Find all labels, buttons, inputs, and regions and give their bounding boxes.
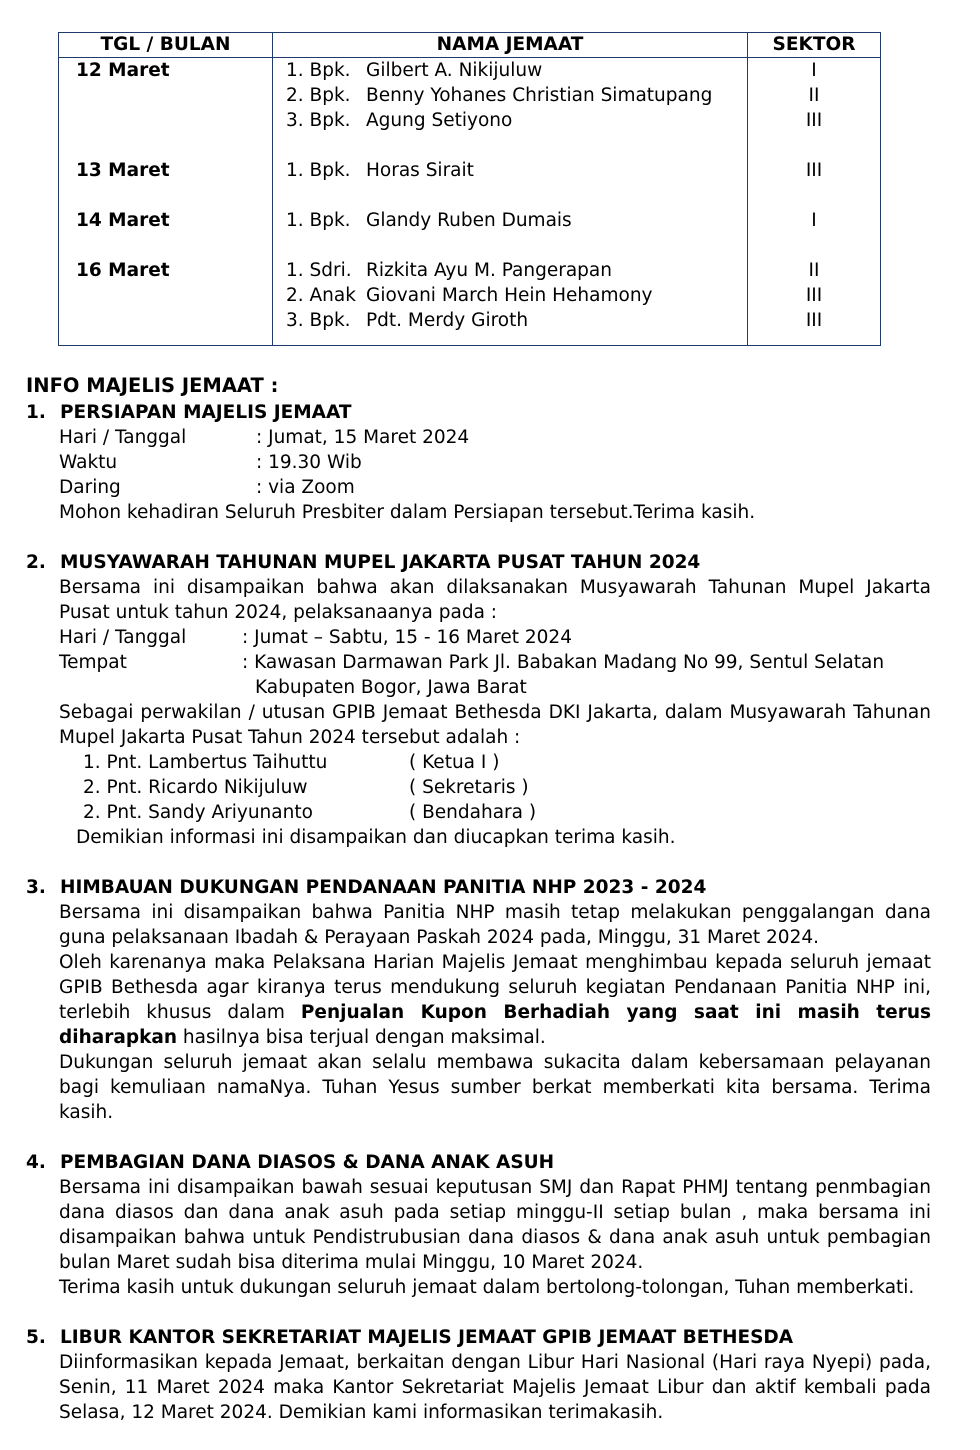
member-entry: 1. Bpk. Glandy Ruben Dumais (286, 210, 572, 231)
member-entry: 3. Bpk. Agung Setiyono (286, 110, 513, 131)
info-item-4 (26, 1150, 931, 1300)
sektor-value: III (805, 110, 823, 131)
sektor-value: I (811, 60, 817, 81)
date-column (59, 58, 273, 346)
sektor-column (748, 58, 881, 346)
item-heading: 2. MUSYAWARAH TAHUNAN MUPEL JAKARTA PUSAT TAHUN 2024 (26, 552, 701, 573)
detail-row: Daring : via Zoom (59, 477, 355, 498)
paragraph: Terima kasih untuk dukungan seluruh jemaat dalam bertolong-tolongan, Tuhan memberkati. (59, 1277, 915, 1298)
header-date: TGL / BULAN (59, 33, 273, 58)
member-entry: 1. Bpk. Horas Sirait (286, 160, 474, 181)
item-heading: 1. PERSIAPAN MAJELIS JEMAAT (26, 402, 352, 423)
birthday-table (58, 32, 881, 346)
date-16-maret: 16 Maret (76, 260, 170, 281)
date-13-maret: 13 Maret (76, 160, 170, 181)
paragraph: Diinformasikan kepada Jemaat, berkaitan dengan Libur Hari Nasional (Hari raya Nyepi) pada, Senin, 11 Maret 2024 maka Kantor Sekretariat Majelis Jemaat Libur dan aktif kembali pada Selasa, 12 Maret 2024. Demikian kami informasikan terimakasih. (59, 1352, 931, 1423)
table-row (59, 58, 881, 346)
member-entry: 3. Bpk. Pdt. Merdy Giroth (286, 310, 529, 331)
member-entry: 2. Anak Giovani March Hein Hehamony (286, 285, 653, 306)
paragraph: Bersama ini disampaikan bahwa akan dilaksanakan Musyawarah Tahunan Mupel Jakarta Pusat untuk tahun 2024, pelaksanaanya pada : (59, 577, 931, 623)
paragraph: Oleh karenanya maka Pelaksana Harian Majelis Jemaat menghimbau kepada seluruh jemaat GPIB Bethesda agar kiranya terus mendukung seluruh kegiatan Pendanaan Panitia NHP ini, terlebih khusus dalam Penjualan Kupon Berhadiah yang saat ini masih terus diharapkan hasilnya bisa terjual dengan maksimal. (59, 952, 931, 1048)
info-item-3 (26, 875, 931, 1125)
sektor-value: II (808, 260, 820, 281)
sektor-value: I (811, 210, 817, 231)
info-item-5 (26, 1325, 931, 1425)
header-name: NAMA JEMAAT (273, 33, 748, 58)
delegate-row: 2. Pnt. Sandy Ariyunanto ( Bendahara ) (83, 802, 537, 823)
paragraph: Bersama ini disampaikan bawah sesuai keputusan SMJ dan Rapat PHMJ tentang penmbagian dana diasos dan dana anak asuh pada setiap minggu-II setiap bulan , maka bersama ini disampaikan bahwa untuk Pendistrubusian dana diasos & dana anak asuh untuk pembagian bulan Maret sudah bisa diterima mulai Minggu, 10 Maret 2024. (59, 1177, 931, 1273)
item-heading: 4. PEMBAGIAN DANA DIASOS & DANA ANAK ASUH (26, 1152, 555, 1173)
delegate-row: 2. Pnt. Ricardo Nikijuluw ( Sekretaris ) (83, 777, 529, 798)
detail-row: Waktu : 19.30 Wib (59, 452, 362, 473)
member-entry: 2. Bpk. Benny Yohanes Christian Simatupang (286, 85, 713, 106)
sektor-value: III (805, 310, 823, 331)
table-header-row (59, 33, 881, 58)
sektor-value: III (805, 160, 823, 181)
header-sektor: SEKTOR (748, 33, 881, 58)
item-heading: 5. LIBUR KANTOR SEKRETARIAT MAJELIS JEMAAT GPIB JEMAAT BETHESDA (26, 1327, 794, 1348)
sektor-value: II (808, 85, 820, 106)
name-column (273, 58, 748, 346)
member-entry: 1. Sdri. Rizkita Ayu M. Pangerapan (286, 260, 612, 281)
delegate-row: 1. Pnt. Lambertus Taihuttu ( Ketua I ) (83, 752, 500, 773)
info-item-1 (26, 400, 931, 525)
member-entry: 1. Bpk. Gilbert A. Nikijuluw (286, 60, 543, 81)
sektor-value: III (805, 285, 823, 306)
detail-row: Hari / Tanggal : Jumat, 15 Maret 2024 (59, 427, 470, 448)
detail-row: Tempat : Kawasan Darmawan Park Jl. Babakan Madang No 99, Sentul Selatan (59, 652, 885, 673)
date-12-maret: 12 Maret (76, 60, 170, 81)
item-heading: 3. HIMBAUAN DUKUNGAN PENDANAAN PANITIA NHP 2023 - 2024 (26, 877, 707, 898)
paragraph: Mohon kehadiran Seluruh Presbiter dalam Persiapan tersebut.Terima kasih. (59, 502, 756, 523)
info-title: INFO MAJELIS JEMAAT : (26, 374, 279, 397)
info-section (26, 373, 931, 1450)
date-14-maret: 14 Maret (76, 210, 170, 231)
paragraph: Bersama ini disampaikan bahwa Panitia NHP masih tetap melakukan penggalangan dana guna pelaksanaan Ibadah & Perayaan Paskah 2024 pada, Minggu, 31 Maret 2024. (59, 902, 931, 948)
paragraph: Demikian informasi ini disampaikan dan diucapkan terima kasih. (76, 827, 676, 848)
emphasis-text: Penjualan Kupon Berhadiah yang saat ini masih terus diharapkan (59, 1002, 931, 1048)
detail-continuation: Kabupaten Bogor, Jawa Barat (255, 677, 527, 698)
paragraph: Sebagai perwakilan / utusan GPIB Jemaat Bethesda DKI Jakarta, dalam Musyawarah Tahunan Mupel Jakarta Pusat Tahun 2024 tersebut adalah : (59, 702, 931, 748)
info-item-2 (26, 550, 931, 850)
detail-row: Hari / Tanggal : Jumat – Sabtu, 15 - 16 Maret 2024 (59, 627, 572, 648)
paragraph: Dukungan seluruh jemaat akan selalu membawa sukacita dalam kebersamaan pelayanan bagi kemuliaan namaNya. Tuhan Yesus sumber berkat memberkati kita bersama. Terima kasih. (59, 1052, 931, 1123)
